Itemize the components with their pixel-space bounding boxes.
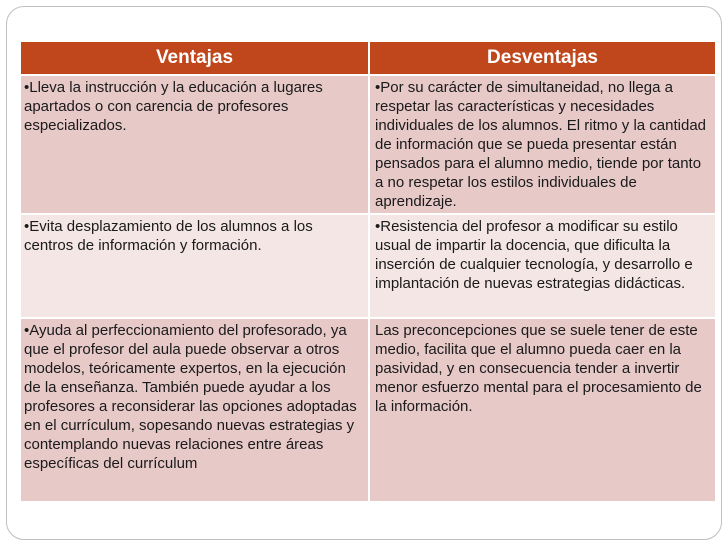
desventaja-cell: •Resistencia del profesor a modificar su estilo usual de impartir la docencia, que dificulta la inserción de cualquier tecnología, y desarrollo e implantación de nuevas estrategias didácticas. xyxy=(369,214,715,318)
slide-frame xyxy=(6,6,722,540)
table-row xyxy=(21,75,715,214)
header-ventajas: Ventajas xyxy=(21,42,369,75)
desventaja-cell: Las preconcepciones que se suele tener de este medio, facilita que el alumno pueda caer en la pasividad, y en consecuencia tender a invertir menor esfuerzo mental para el procesamiento de la información. xyxy=(369,318,715,502)
header-desventajas: Desventajas xyxy=(369,42,715,75)
comparison-table xyxy=(21,42,715,503)
ventaja-cell: •Lleva la instrucción y la educación a lugares apartados o con carencia de profesores especializados. xyxy=(21,75,369,214)
ventaja-cell: •Evita desplazamiento de los alumnos a los centros de información y formación. xyxy=(21,214,369,318)
ventaja-cell: •Ayuda al perfeccionamiento del profesorado, ya que el profesor del aula puede observar a otros modelos, teóricamente expertos, en la ejecución de la enseñanza. También puede ayudar a los profesores a reconsiderar las opciones adoptadas en el currículum, sopesando nuevas estrategias y contemplando nuevas relaciones entre áreas específicas del currículum xyxy=(21,318,369,502)
table-row xyxy=(21,214,715,318)
desventaja-cell: •Por su carácter de simultaneidad, no llega a respetar las características y necesidades individuales de los alumnos. El ritmo y la cantidad de información que se pueda presentar están pensados para el alumno medio, tiende por tanto a no respetar los estilos individuales de aprendizaje. xyxy=(369,75,715,214)
table-header-row xyxy=(21,42,715,75)
table-row xyxy=(21,318,715,502)
